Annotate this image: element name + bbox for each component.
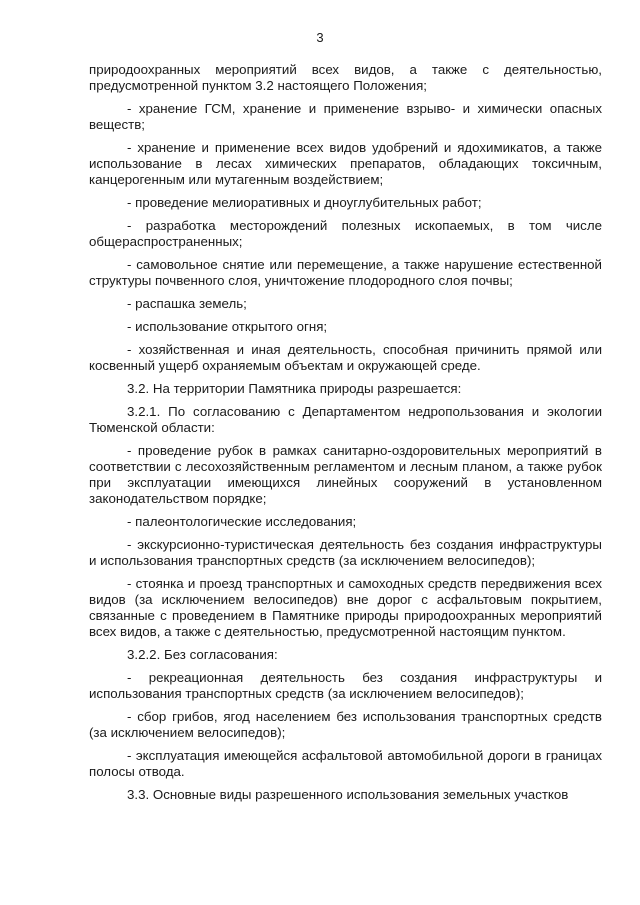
document-body	[89, 62, 602, 803]
section-heading-3-2-1: 3.2.1. По согласованию с Департаментом недропользования и экологии Тюменской области:	[89, 404, 602, 435]
page-number: 3	[316, 30, 324, 45]
paragraph-continuation: природоохранных мероприятий всех видов, а также с деятельностью, предусмотренной пунктом 3.2 настоящего Положения;	[89, 62, 602, 93]
list-item-excursions: - экскурсионно-туристическая деятельность без создания инфраструктуры и использования транспортных средств (за исключением велосипедов);	[89, 537, 602, 568]
list-item-road-operation: - эксплуатация имеющейся асфальтовой автомобильной дороги в границах полосы отвода.	[89, 748, 602, 779]
list-item-sanitary-felling: - проведение рубок в рамках санитарно-оздоровительных мероприятий в соответствии с лесохозяйственным регламентом и лесным планом, а также рубок при эксплуатации имеющихся линейных сооружений в установленном законодательством порядке;	[89, 443, 602, 506]
list-item-open-fire: - использование открытого огня;	[127, 319, 328, 334]
list-item-paleontology: - палеонтологические исследования;	[127, 514, 357, 529]
list-item-fertilizers: - хранение и применение всех видов удобрений и ядохимикатов, а также использование в лесах химических препаратов, обладающих токсичным, канцерогенным или мутагенным воздействием;	[89, 140, 602, 187]
list-item-recreation: - рекреационная деятельность без создания инфраструктуры и использования транспортных средств (за исключением велосипедов);	[89, 670, 602, 701]
section-heading-3-2-2: 3.2.2. Без согласования:	[127, 647, 278, 662]
list-item-mushroom-picking: - сбор грибов, ягод населением без использования транспортных средств (за исключением велосипедов);	[89, 709, 602, 740]
list-item-vehicle-parking: - стоянка и проезд транспортных и самоходных средств передвижения всех видов (за исключением велосипедов) вне дорог с асфальтовым покрытием, связанные с проведением в Памятнике природы природоохранных мероприятий всех видов, а также с деятельностью, предусмотренной настоящим пунктом.	[89, 576, 602, 639]
section-heading-3-2: 3.2. На территории Памятника природы разрешается:	[127, 381, 462, 396]
list-item-melioration: - проведение мелиоративных и дноуглубительных работ;	[127, 195, 482, 210]
section-heading-3-3: 3.3. Основные виды разрешенного использования земельных участков	[127, 787, 569, 802]
list-item-harmful-activity: - хозяйственная и иная деятельность, способная причинить прямой или косвенный ущерб охраняемым объектам и окружающей среде.	[89, 342, 602, 373]
list-item-soil-removal: - самовольное снятие или перемещение, а также нарушение естественной структуры почвенного слоя, уничтожение плодородного слоя почвы;	[89, 257, 602, 288]
list-item-mining: - разработка месторождений полезных ископаемых, в том числе общераспространенных;	[89, 218, 602, 249]
list-item-plowing: - распашка земель;	[127, 296, 247, 311]
list-item-fuel-storage: - хранение ГСМ, хранение и применение взрыво- и химически опасных веществ;	[89, 101, 602, 132]
